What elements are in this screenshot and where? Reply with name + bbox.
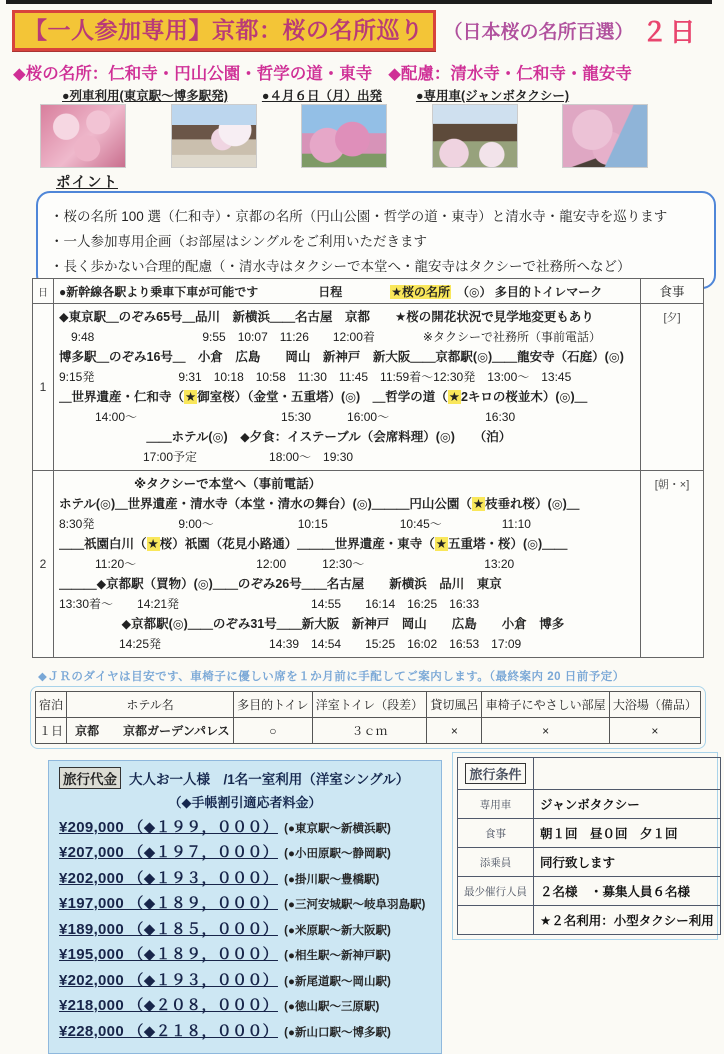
- text-segment: ＿世界遺産・仁和寺（: [59, 390, 185, 404]
- photo-toji-pagoda-weeping-cherry: [562, 104, 648, 168]
- hotel-cell: ×: [609, 718, 700, 744]
- condition-row: [458, 819, 721, 848]
- schedule-line: [59, 447, 635, 467]
- text-segment: 8:30発 9:00～ 10:15 10:45～ 11:10: [59, 517, 531, 531]
- text-segment: ＿＿祇園白川（: [59, 537, 147, 551]
- point-item: ・桜の名所 100 選（仁和寺）・京都の名所（円山公園・哲学の道・東寺）と清水寺・龍安寺を巡ります: [50, 209, 668, 224]
- schedule-line: [59, 387, 635, 407]
- text-segment: ホテル(◎)＿世界遺産・清水寺（本堂・清水の舞台）(◎)＿＿＿円山公園（: [59, 497, 472, 511]
- schedule-line: [59, 554, 635, 574]
- day-number: 1: [33, 304, 54, 470]
- price-route: (●新山口駅～博多駅): [280, 1026, 391, 1039]
- consideration-spots-list: ◆配慮：清水寺・仁和寺・龍安寺: [388, 65, 632, 83]
- hotel-col-header: 多目的トイレ: [234, 692, 313, 718]
- itinerary-header-text: [54, 279, 640, 303]
- condition-value: 同行致します: [534, 848, 721, 877]
- point-item: ・一人参加専用企画（お部屋はシングルをご利用いただきます: [50, 234, 427, 249]
- condition-key: 専用車: [458, 790, 534, 819]
- title-row: [12, 10, 698, 51]
- text-segment: 11:20～ 12:00 12:30～ 13:20: [59, 557, 515, 571]
- day-column-header: 日: [33, 279, 54, 303]
- text-segment: ※タクシーで本堂へ（事前電話）: [59, 477, 322, 491]
- hotel-cell: ×: [427, 718, 482, 744]
- transport-item: ●４月６日（月）出発: [261, 89, 382, 103]
- text-segment: ＿＿ホテル(◎) ◆夕食：イステーブル（会席料理）(◎) （泊）: [59, 430, 512, 444]
- itinerary-day-row: [33, 304, 703, 471]
- meal-indicator: [夕]: [640, 304, 703, 470]
- sakura-highlight: ★: [185, 390, 197, 404]
- conditions-title-row: [458, 758, 721, 790]
- schedule-line: [59, 514, 635, 534]
- photo-cherry-blossom-closeup: [40, 104, 126, 168]
- price-amount: ¥228,000 （◆２１８，０００）: [59, 1022, 278, 1040]
- schedule-line: [59, 347, 635, 367]
- tour-duration: ２日: [641, 17, 698, 48]
- price-list: [59, 816, 431, 1041]
- conditions-box: [452, 752, 718, 940]
- price-route: (●小田原駅～静岡駅): [280, 848, 391, 860]
- transport-item: ●列車利用(東京駅～博多駅発): [62, 89, 228, 103]
- price-amount: ¥209,000 （◆１９９，０００）: [59, 818, 278, 836]
- schedule-line: [59, 367, 635, 387]
- itinerary-table: [32, 278, 704, 658]
- conditions-label: 旅行条件: [465, 763, 525, 784]
- sakura-highlight: ★: [435, 537, 447, 551]
- price-line: [59, 841, 431, 862]
- sakura-highlight: ★: [147, 537, 159, 551]
- text-segment: ◆東京駅＿のぞみ65号＿品川 新横浜＿＿名古屋 京都 ★桜の開花状況で見学地変更もあり: [59, 310, 594, 324]
- hotel-col-header: 車椅子にやさしい部屋: [482, 692, 609, 718]
- conditions-table: [457, 757, 721, 935]
- hotel-cell: ○: [234, 718, 313, 744]
- transport-item: ●専用車(ジャンボタクシー): [415, 89, 570, 103]
- schedule-line: [59, 427, 635, 447]
- condition-value: ジャンボタクシー: [534, 790, 721, 819]
- price-line: [59, 867, 431, 888]
- hotel-cell: １日: [36, 718, 67, 744]
- hotel-cell: ×: [482, 718, 609, 744]
- price-amount: ¥207,000 （◆１９７，０００）: [59, 844, 278, 861]
- condition-key: 食事: [458, 819, 534, 848]
- day-schedule: [54, 471, 640, 657]
- day-number: 2: [33, 471, 54, 657]
- photo-kiyomizu-temple: [432, 104, 518, 168]
- transport-info-row: [62, 86, 569, 104]
- price-amount: ¥202,000 （◆１９３，０００）: [59, 869, 278, 887]
- sakura-highlight: ★: [472, 497, 485, 511]
- price-route: (●掛川駅～豊橋駅): [280, 873, 380, 886]
- hotel-col-header: 大浴場（備品）: [609, 692, 700, 718]
- title-suffix: （日本桜の名所百選）: [443, 22, 634, 44]
- photo-strip: [40, 104, 648, 168]
- schedule-line: [59, 634, 635, 654]
- schedule-line: [59, 574, 635, 594]
- price-route: (●相生駅～新神戸駅): [280, 950, 391, 962]
- schedule-line: [59, 474, 635, 494]
- day-schedule: [54, 304, 640, 470]
- page-title: 【一人参加専用】京都：桜の名所巡り: [12, 10, 436, 51]
- pricing-box: [48, 760, 442, 1054]
- text-segment: 博多駅＿のぞみ16号＿ 小倉 広島 岡山 新神戸 新大阪＿＿京都駅(◎)＿＿龍安寺（石庭）(◎): [59, 350, 624, 364]
- price-amount: ¥202,000 （◆１９３，０００）: [59, 971, 278, 989]
- text-segment: 13:30着～ 14:21発 14:55 16:14 16:25 16:33: [59, 597, 480, 611]
- price-line: [59, 943, 431, 964]
- hotel-col-header: 貸切風呂: [427, 692, 482, 718]
- points-box: [36, 191, 716, 289]
- schedule-line: [59, 534, 635, 554]
- meal-indicator: [朝・×]: [640, 471, 703, 657]
- price-line: [59, 994, 431, 1015]
- price-line: [59, 1020, 431, 1041]
- price-route: (●徳山駅～三原駅): [280, 1001, 380, 1013]
- price-line: [59, 816, 431, 837]
- text-segment: 桜）祇園（花見小路通）＿＿＿世界遺産・東寺（: [159, 537, 435, 551]
- subtitle-row: [13, 60, 718, 84]
- meal-column-header: 食事: [640, 279, 703, 303]
- text-segment: 五重塔・桜）(◎)＿＿: [447, 537, 568, 551]
- sakura-highlight: ★桜の名所: [391, 285, 451, 299]
- hotel-cell: 京都 京都ガーデンパレス: [67, 718, 234, 744]
- points-heading: ポイント: [56, 175, 118, 191]
- price-amount: ¥197,000 （◆１８９，０００）: [59, 895, 278, 912]
- photo-maruyama-park-blossoms: [301, 104, 387, 168]
- price-amount: ¥218,000 （◆２０８，０００）: [59, 997, 278, 1014]
- pricing-title: 大人お一人様 /1名一室利用（洋室シングル）: [129, 772, 410, 787]
- price-route: (●東京駅～新横浜駅): [280, 822, 391, 835]
- text-segment: ＿＿＿◆京都駅（買物）(◎)＿＿のぞみ26号＿＿名古屋 新横浜 品川 東京: [59, 577, 502, 591]
- scan-artifact-edge: [6, 0, 712, 4]
- text-segment: （◎） 多目的トイレマーク: [451, 285, 603, 299]
- condition-row: [458, 906, 721, 935]
- pricing-subtitle: （◆手帳割引適応者料金）: [168, 795, 322, 810]
- photo-ninnaji-temple-blossoms: [171, 104, 257, 168]
- hotel-col-header: 宿泊: [36, 692, 67, 718]
- price-line: [59, 969, 431, 990]
- text-segment: 2キロの桜並木）(◎)＿: [460, 390, 588, 404]
- price-route: (●新尾道駅～岡山駅): [280, 975, 391, 988]
- schedule-line: [59, 407, 635, 427]
- condition-row: [458, 848, 721, 877]
- pricing-title-row: [59, 767, 431, 789]
- text-segment: ●新幹線各駅より乗車下車が可能です 日程: [59, 285, 391, 299]
- pricing-label: 旅行代金: [59, 767, 121, 789]
- condition-row: [458, 790, 721, 819]
- text-segment: 9:48 9:55 10:07 11:26 12:00着 ※タクシーで社務所（事前電話）: [59, 330, 601, 344]
- price-amount: ¥195,000 （◆１８９，０００）: [59, 946, 278, 963]
- price-route: (●三河安城駅～岐阜羽島駅): [280, 899, 426, 911]
- text-segment: 14:25発 14:39 14:54 15:25 16:02 16:53 17:09: [59, 637, 522, 651]
- condition-value: ２名様 ・募集人員６名様: [534, 877, 721, 906]
- sakura-spots-list: ◆桜の名所：仁和寺・円山公園・哲学の道・東寺: [13, 65, 373, 83]
- price-route: (●米原駅～新大阪駅): [280, 924, 391, 937]
- jr-schedule-footnote: ◆ＪＲのダイヤは目安です、車椅子に優しい席を１か月前に手配してご案内します。（最終案内 20 日前予定）: [38, 671, 625, 683]
- hotel-col-header: ホテル名: [67, 692, 234, 718]
- text-segment: 御室桜）（金堂・五重塔）(◎) ＿哲学の道（: [197, 390, 448, 404]
- condition-key: 添乗員: [458, 848, 534, 877]
- hotel-cell: ３ｃｍ: [312, 718, 427, 744]
- condition-key: 最少催行人員: [458, 877, 534, 906]
- point-item: ・長く歩かない合理的配慮（・清水寺はタクシーで本堂へ・龍安寺はタクシーで社務所へなど）: [50, 259, 631, 274]
- price-line: [59, 892, 431, 913]
- schedule-line: [59, 494, 635, 514]
- text-segment: ◆京都駅(◎)＿＿のぞみ31号＿＿新大阪 新神戸 岡山 広島 小倉 博多: [59, 617, 565, 631]
- condition-key: [458, 906, 534, 935]
- schedule-line: [59, 614, 635, 634]
- price-amount: ¥189,000 （◆１８５，０００）: [59, 920, 278, 938]
- schedule-line: [59, 327, 635, 347]
- schedule-line: [59, 594, 635, 614]
- text-segment: 枝垂れ桜）(◎)＿: [485, 497, 580, 511]
- condition-value: ★２名利用：小型タクシー利用: [534, 906, 721, 935]
- price-line: [59, 918, 431, 939]
- condition-value: 朝１回 昼０回 夕１回: [534, 819, 721, 848]
- sakura-highlight: ★: [448, 390, 460, 404]
- condition-row: [458, 877, 721, 906]
- hotel-row: [36, 718, 701, 744]
- text-segment: 9:15発 9:31 10:18 10:58 11:30 11:45 11:59着～12:30発 13:00～ 13:45: [59, 370, 572, 384]
- itinerary-day-row: [33, 471, 703, 657]
- itinerary-header-row: [33, 279, 703, 304]
- text-segment: 14:00～ 15:30 16:00～ 16:30: [59, 410, 516, 424]
- hotel-table-wrap: [30, 686, 706, 749]
- hotel-table: [35, 691, 701, 744]
- hotel-col-header: 洋室トイレ（段差）: [312, 692, 427, 718]
- schedule-line: [59, 307, 635, 327]
- text-segment: 17:00予定 18:00～ 19:30: [59, 450, 354, 464]
